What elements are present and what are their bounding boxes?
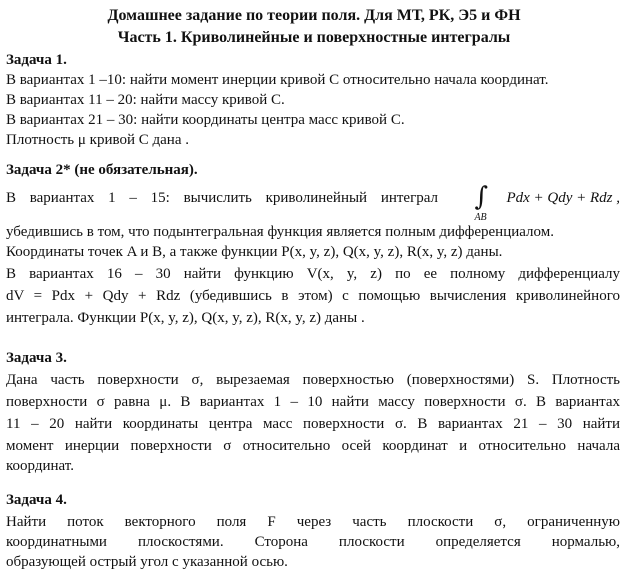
task2-line: dV = Pdx + Qdy + Rdz (убедившись в этом) с помощью вычисления криволинейного bbox=[6, 288, 620, 304]
task3-line: поверхности σ равна μ. В вариантах 1 – 10 найти массу поверхности σ. В вариантах bbox=[6, 394, 620, 410]
task4-line: образующей острый угол с указанной осью. bbox=[6, 554, 288, 570]
task1-line: В вариантах 21 – 30: найти координаты центра масс кривой C. bbox=[6, 112, 405, 128]
task3-line: 11 – 20 найти координаты центра масс поверхности σ. В вариантах 21 – 30 найти bbox=[6, 416, 620, 432]
task1-line: Плотность μ кривой C дана . bbox=[6, 132, 189, 148]
task3-line: координат. bbox=[6, 458, 74, 474]
integral-symbol: ∫ AB bbox=[474, 182, 488, 223]
task4-line: координатными плоскостями. Сторона плоскости определяется нормалью, bbox=[6, 534, 620, 550]
task3-line: момент инерции поверхности σ относительно осей координат и относительно начала bbox=[6, 438, 620, 454]
task2-line: Координаты точек A и B, а также функции P(x, y, z), Q(x, y, z), R(x, y, z) даны. bbox=[6, 244, 503, 260]
task1-line: В вариантах 11 – 20: найти массу кривой C. bbox=[6, 92, 285, 108]
task1-heading: Задача 1. bbox=[6, 52, 67, 68]
document-subtitle: Часть 1. Криволинейные и поверхностные интегралы bbox=[117, 29, 511, 46]
task4-heading: Задача 4. bbox=[6, 492, 67, 508]
task4-line: Найти поток векторного поля F через часть плоскости σ, ограниченную bbox=[6, 514, 620, 530]
task2-heading: Задача 2* (не обязательная). bbox=[6, 162, 198, 178]
task2-line: В вариантах 16 – 30 найти функцию V(x, y, z) по ее полному дифференциалу bbox=[6, 266, 620, 282]
task2-integral-line bbox=[6, 182, 620, 223]
integral-subscript: AB bbox=[474, 212, 487, 223]
document-title: Домашнее задание по теории поля. Для МТ, РК, Э5 и ФН bbox=[107, 7, 521, 24]
task2-line1-text: В вариантах 1 – 15: вычислить криволинейный интеграл bbox=[6, 190, 439, 206]
task2-line: интеграла. Функции P(x, y, z), Q(x, y, z), R(x, y, z) даны . bbox=[6, 310, 365, 326]
task2-line: убедившись в том, что подынтегральная функция является полным дифференциалом. bbox=[6, 224, 554, 240]
task3-heading: Задача 3. bbox=[6, 350, 67, 366]
integrand: Pdx + Qdy + Rdz , bbox=[506, 190, 620, 206]
task3-line: Дана часть поверхности σ, вырезаемая поверхностью (поверхностями) S. Плотность bbox=[6, 372, 620, 388]
task1-line: В вариантах 1 –10: найти момент инерции кривой C относительно начала координат. bbox=[6, 72, 549, 88]
integral-expression bbox=[472, 182, 620, 223]
